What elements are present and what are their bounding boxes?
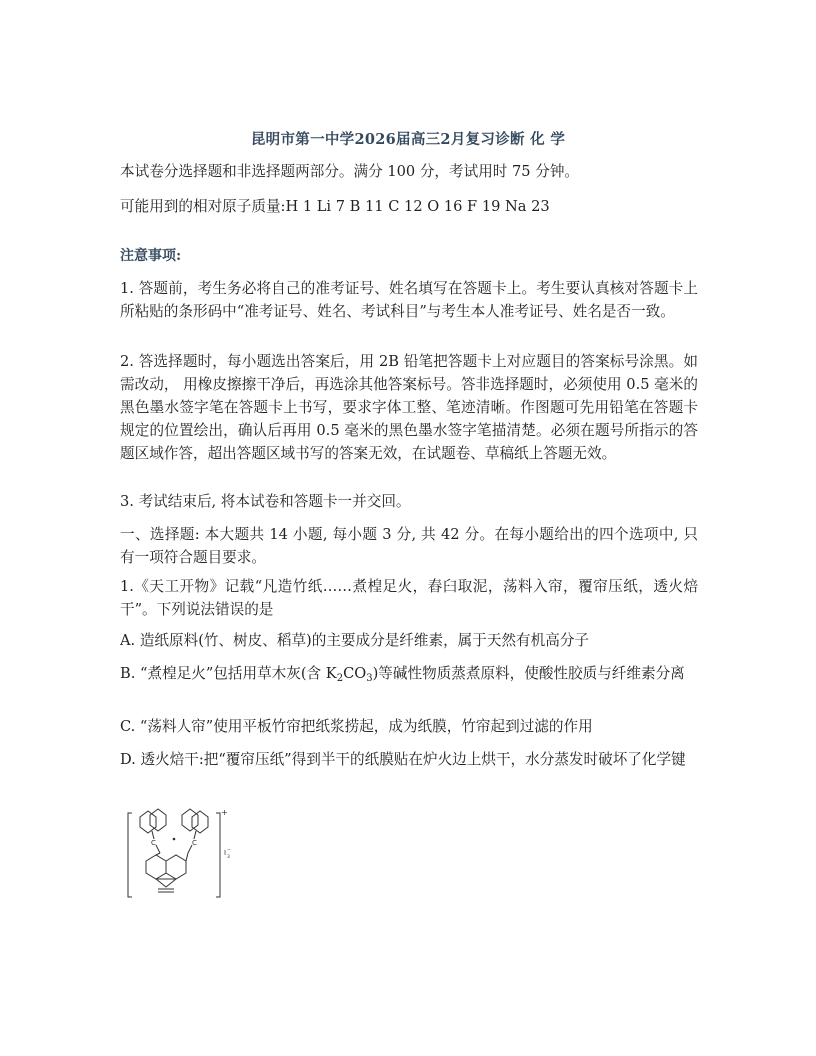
- intro-text: 本试卷分选择题和非选择题两部分。满分 100 分，考试用时 75 分钟。: [120, 163, 580, 180]
- counter-ion-subscript: 3: [227, 855, 230, 860]
- option-a: A. 造纸原料(竹、树皮、稻草)的主要成分是纤维素，属于天然有机高分子: [120, 632, 590, 649]
- atomic-mass-text: 可能用到的相对原子质量:H 1 Li 7 B 11 C 12 O 16 F 19 Na 23: [120, 198, 550, 215]
- naphthalene-ring-right: [166, 855, 186, 879]
- right-aryl-ring-1: [182, 809, 198, 831]
- option-d: D. 透火焙干:把“覆帘压纸”得到半干的纸膜贴在炉火边上烘干，水分蒸发时破坏了化学键: [120, 751, 686, 768]
- left-aryl-ring-1: [140, 811, 156, 833]
- note-item-1: 1. 答题前，考生务必将自己的准考证号、姓名填写在答题卡上。考生要认真核对答题卡上所粘贴的条形码中“准考证号、姓名、考试科目”与考生本人准考证号、姓名是否一致。: [120, 280, 698, 320]
- counter-ion-label: I: [224, 849, 227, 857]
- radical-dot: [173, 838, 176, 841]
- left-aryl-ring-2: [150, 809, 166, 831]
- note-item-2: 2. 答选择题时，每小题选出答案后，用 2B 铅笔把答题卡上对应题目的答案标号涂黑。如需改动， 用橡皮擦擦干净后，再选涂其他答案标号。答非选择题时，必须使用 0.5 毫米的黑色墨水签字笔在答题卡上书写，要求字体工整、笔迹清晰。作图题可先用铅笔在答题卡规定的位置绘出，确认后再用 0.5 毫米的黑色墨水签字笔描清楚。必须在题号所指示的答题区域作答，超出答题区域书写的答案无效，在试题卷、草稿纸上答题无效。: [120, 353, 698, 462]
- naphthalene-ring-left: [146, 855, 166, 879]
- cation-charge: +: [221, 808, 228, 817]
- right-aryl-ring-2: [192, 811, 208, 833]
- option-b-subscript-1: 2: [336, 673, 344, 684]
- right-bracket: [216, 813, 220, 897]
- left-bracket: [128, 813, 132, 897]
- option-b-subscript-2: 3: [366, 673, 373, 684]
- option-b-text-end: )等碱性物质蒸煮原料，使酸性胶质与纤维素分离: [372, 665, 685, 682]
- page-title: 昆明市第一中学2026届高三2月复习诊断 化 学: [250, 131, 566, 148]
- option-b-formula: CO: [343, 665, 367, 682]
- section-heading: 一、选择题: 本大题共 14 小题, 每小题 3 分, 共 42 分。在每小题给出的四个选项中, 只有一项符合题目要求。: [120, 526, 698, 566]
- question-1-stem: 1.《天工开物》记载“凡造竹纸……煮楻足火，舂臼取泥，荡料入帘，覆帘压纸，透火焙干”。下列说法错误的是: [120, 578, 698, 618]
- option-b-text-start: B. “煮楻足火”包括用草木灰(含 K: [120, 665, 337, 682]
- notes-heading: 注意事项:: [120, 248, 182, 264]
- five-membered-ring: [156, 879, 176, 887]
- option-b: [120, 662, 698, 685]
- chemical-structure-figure: [120, 803, 238, 903]
- option-c: C. “荡料人帘”使用平板竹帘把纸浆捞起，成为纸膜，竹帘起到过滤的作用: [120, 718, 593, 735]
- note-item-3: 3. 考试结束后, 将本试卷和答题卡一并交回。: [120, 493, 411, 510]
- counter-ion-superscript: −: [227, 848, 231, 853]
- carbon-label-left: C: [151, 839, 156, 847]
- carbon-label-right: C: [192, 839, 197, 847]
